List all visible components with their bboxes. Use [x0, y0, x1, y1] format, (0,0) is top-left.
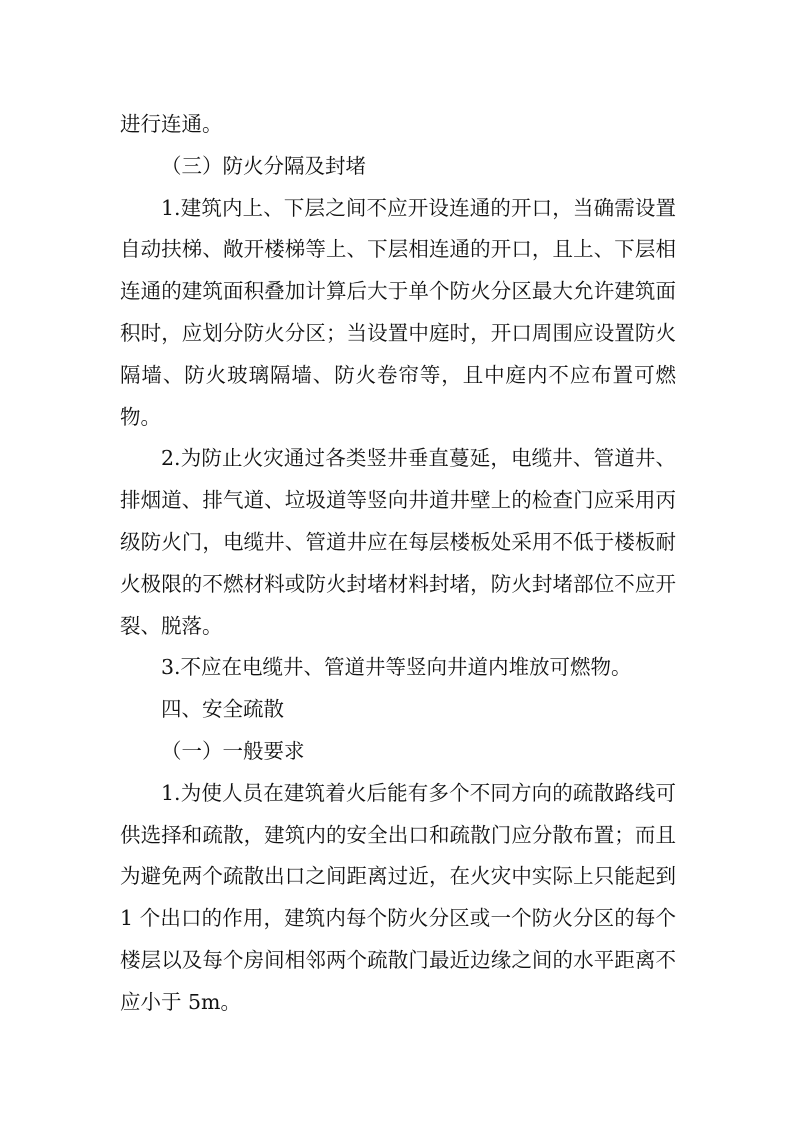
paragraph-item-2: 2.为防止火灾通过各类竖井垂直蔓延，电缆井、管道井、排烟道、排气道、垃圾道等竖向井道井壁上的检查门应采用丙级防火门，电缆井、管道井应在每层楼板处采用不低于楼板耐火极限的不燃材料或防火封堵材料封堵，防火封堵部位不应开裂、脱落。 [120, 446, 676, 638]
paragraph-continuation: 进行连通。 [120, 112, 223, 136]
document-body [120, 104, 676, 1024]
subsection-heading-general-requirements: （一）一般要求 [161, 738, 305, 763]
paragraph-item-4: 1.为使人员在建筑着火后能有多个不同方向的疏散路线可供选择和疏散，建筑内的安全出口和疏散门应分散布置；而且为避免两个疏散出口之间距离过近，在火灾中实际上只能起到 1 个出口的作用，建筑内每个防火分区或一个防火分区的每个楼层以及每个房间相邻两个疏散门最近边缘之间的水平距离不应小于 5m。 [120, 780, 676, 1014]
section-heading-safe-evacuation: 四、安全疏散 [161, 697, 284, 722]
paragraph-item-1: 1.建筑内上、下层之间不应开设连通的开口，当确需设置自动扶梯、敞开楼梯等上、下层相连通的开口，且上、下层相连通的建筑面积叠加计算后大于单个防火分区最大允许建筑面积时，应划分防火分区；当设置中庭时，开口周围应设置防火隔墙、防火玻璃隔墙、防火卷帘等，且中庭内不应布置可燃物。 [120, 195, 676, 429]
subsection-heading-fire-separation: （三）防火分隔及封堵 [161, 153, 366, 178]
paragraph-item-3: 3.不应在电缆井、管道井等竖向井道内堆放可燃物。 [161, 655, 632, 680]
